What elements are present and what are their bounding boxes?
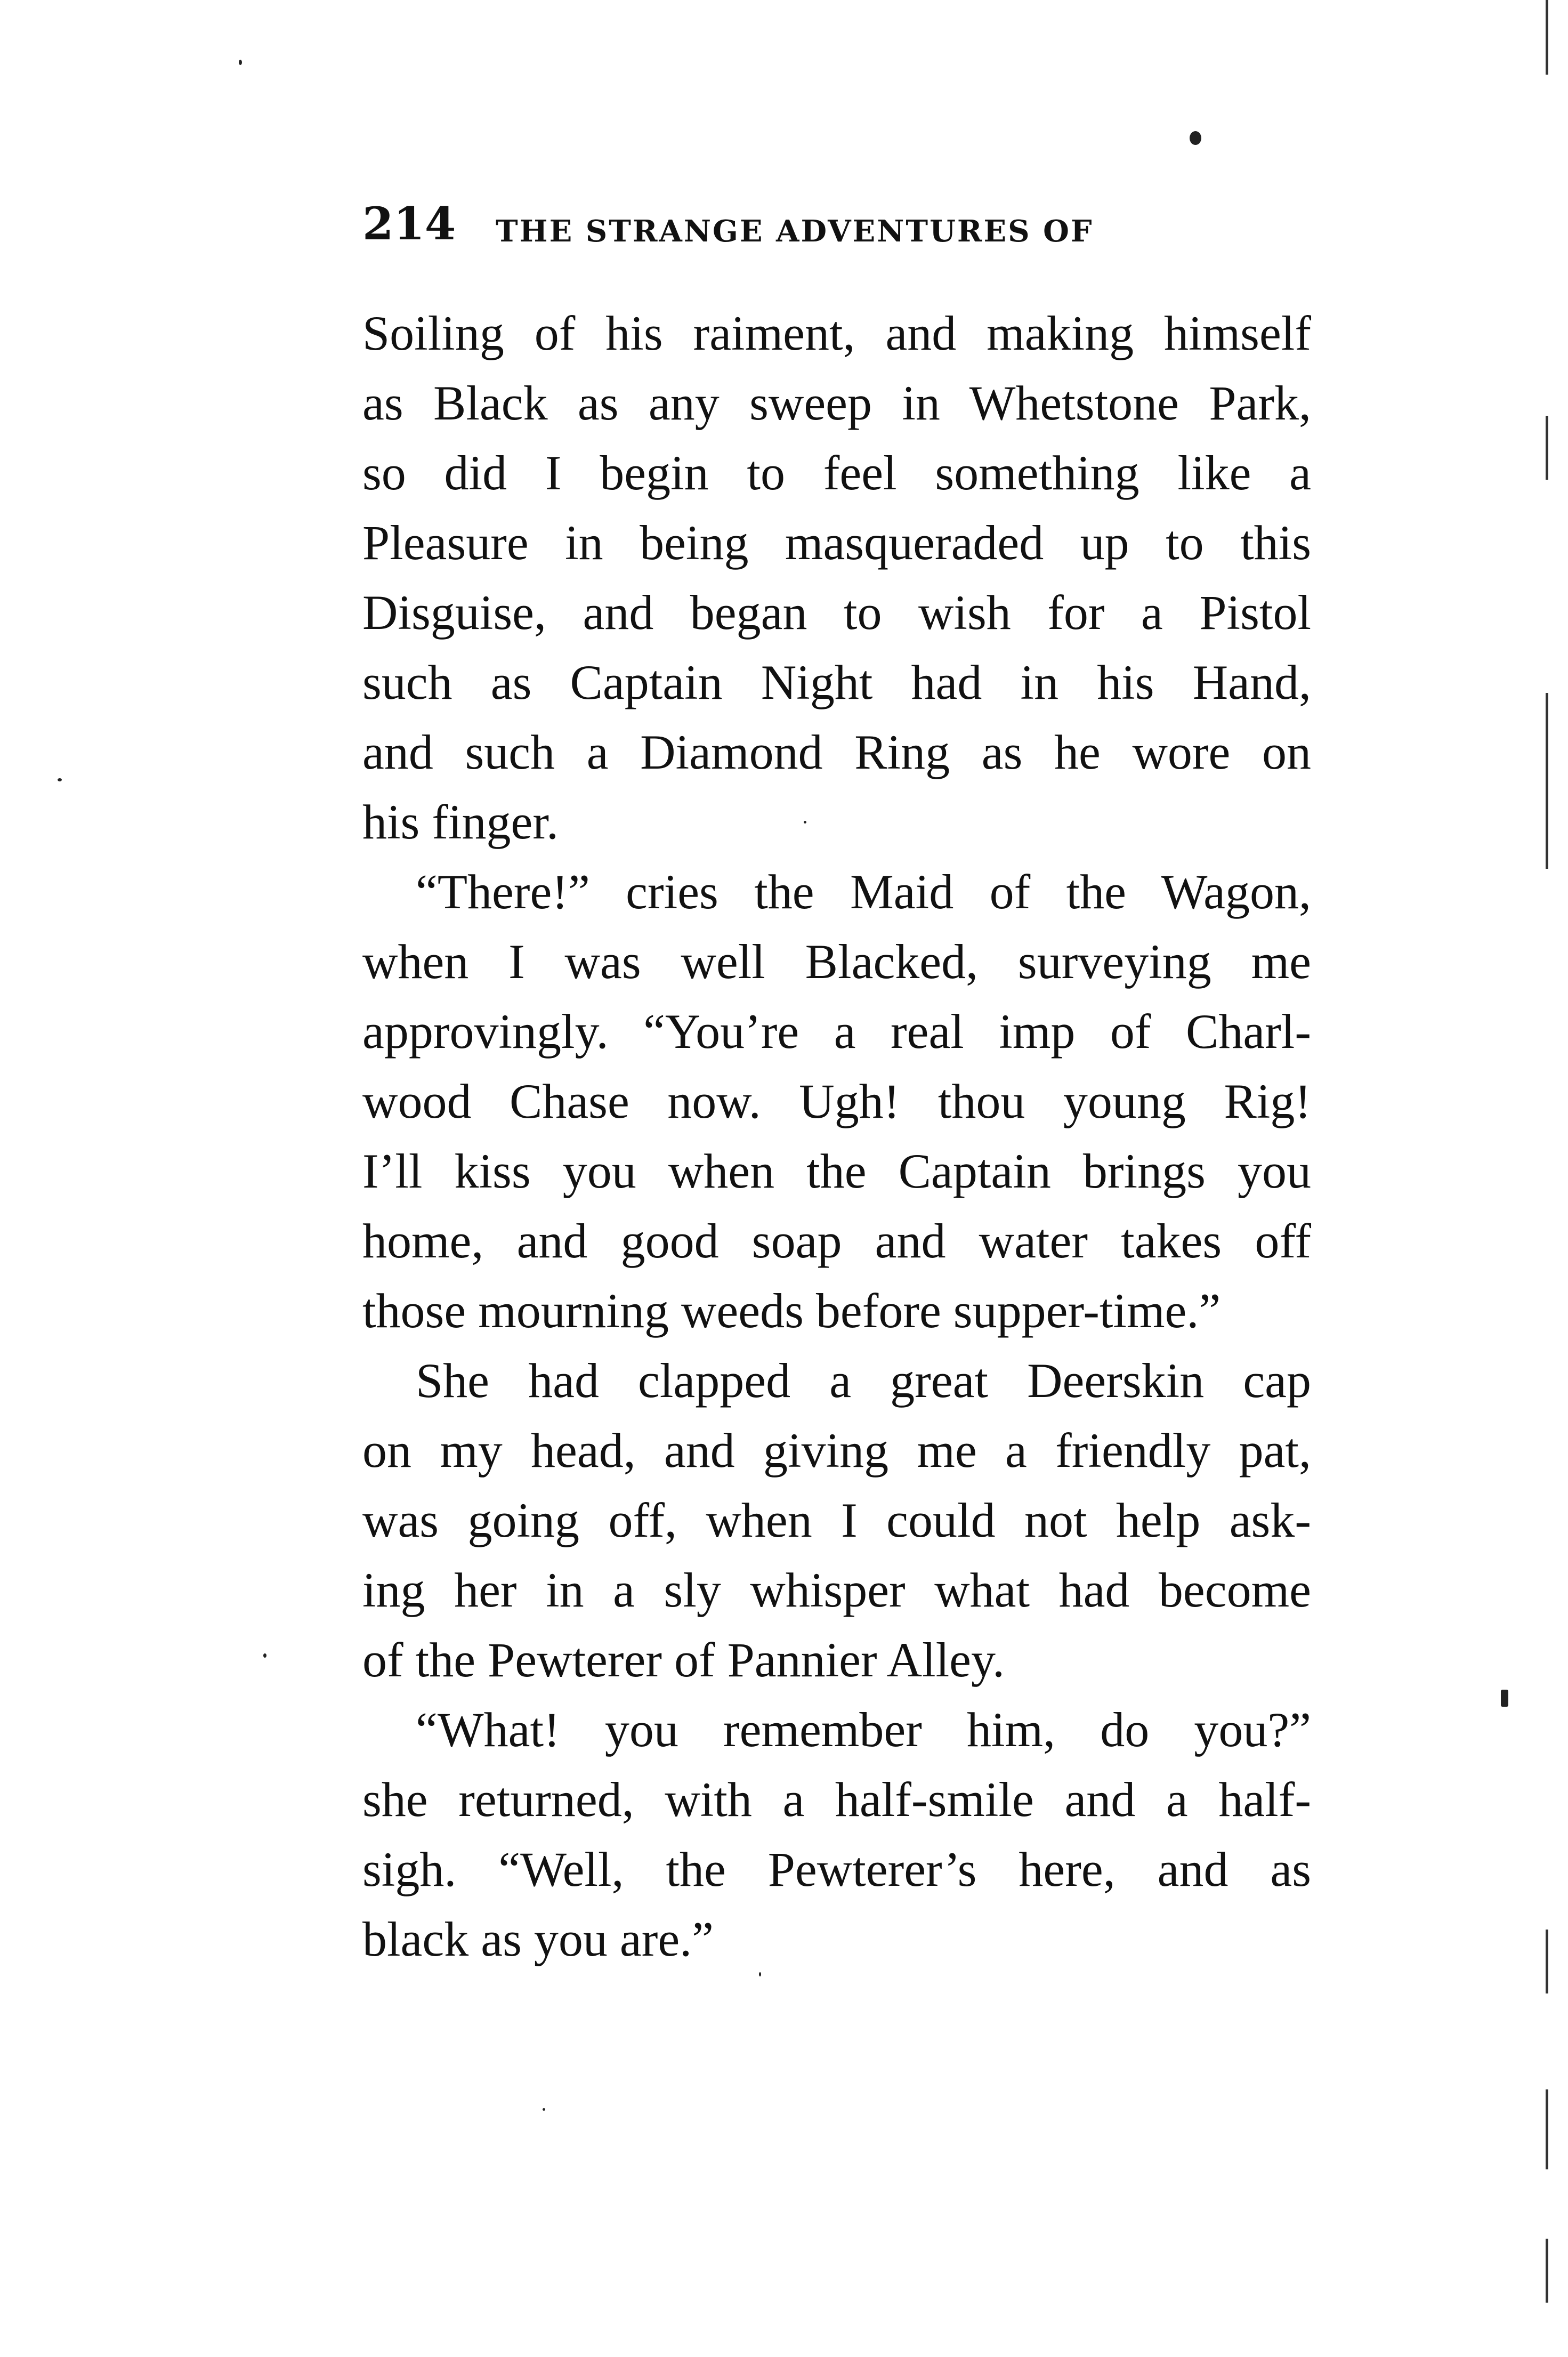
scan-speck [543,2108,545,2111]
page-edge-mark [1546,693,1548,869]
page-edge-mark [1546,2239,1548,2303]
text-line: “There!” cries the Maid of the Wagon, [416,865,1311,919]
text-line: ing her in a sly whisper what had become [362,1563,1311,1617]
text-line: black as you are.” [362,1912,714,1966]
text-line: I’ll kiss you when the Captain brings you [362,1144,1311,1198]
scan-speck [759,1972,761,1976]
text-line: was going off, when I could not help ask- [362,1493,1311,1547]
text-line: and such a Diamond Ring as he wore on [362,725,1311,779]
text-line: of the Pewterer of Pannier Alley. [362,1633,1005,1687]
scan-speck [239,60,242,65]
scan-speck [1501,1690,1508,1707]
text-line: she returned, with a half-smile and a half- [362,1772,1311,1827]
text-line: as Black as any sweep in Whetstone Park, [362,376,1311,430]
page-edge-mark [1546,2089,1548,2169]
text-line: Pleasure in being masqueraded up to this [362,515,1311,570]
text-line: his finger. [362,795,559,849]
scan-speck [58,778,62,781]
text-line: Disguise, and began to wish for a Pistol [362,585,1311,640]
page-number: 214 [362,197,456,250]
text-line: sigh. “Well, the Pewterer’s here, and as [362,1842,1311,1896]
text-line: so did I begin to feel something like a [362,446,1311,500]
text-line: on my head, and giving me a friendly pat, [362,1423,1311,1478]
text-line: home, and good soap and water takes off [362,1214,1311,1268]
running-title: THE STRANGE ADVENTURES OF [496,214,1094,249]
page-edge-mark [1546,416,1548,480]
text-line: Soiling of his raiment, and making himself [362,306,1311,360]
page-edge-mark [1546,1930,1548,1993]
running-head [362,197,1322,261]
text-line: those mourning weeds before supper-time.” [362,1284,1221,1338]
text-line: She had clapped a great Deerskin cap [416,1353,1311,1408]
page-edge-mark [1546,0,1548,75]
text-line: approvingly. “You’re a real imp of Charl- [362,1004,1311,1059]
text-line: such as Captain Night had in his Hand, [362,655,1311,709]
text-line: “What! you remember him, do you?” [416,1702,1311,1757]
text-line: wood Chase now. Ugh! thou young Rig! [362,1074,1311,1128]
scan-speck [804,821,806,824]
scan-speck [263,1653,266,1658]
scan-speck [1190,131,1201,145]
text-line: when I was well Blacked, surveying me [362,934,1311,989]
